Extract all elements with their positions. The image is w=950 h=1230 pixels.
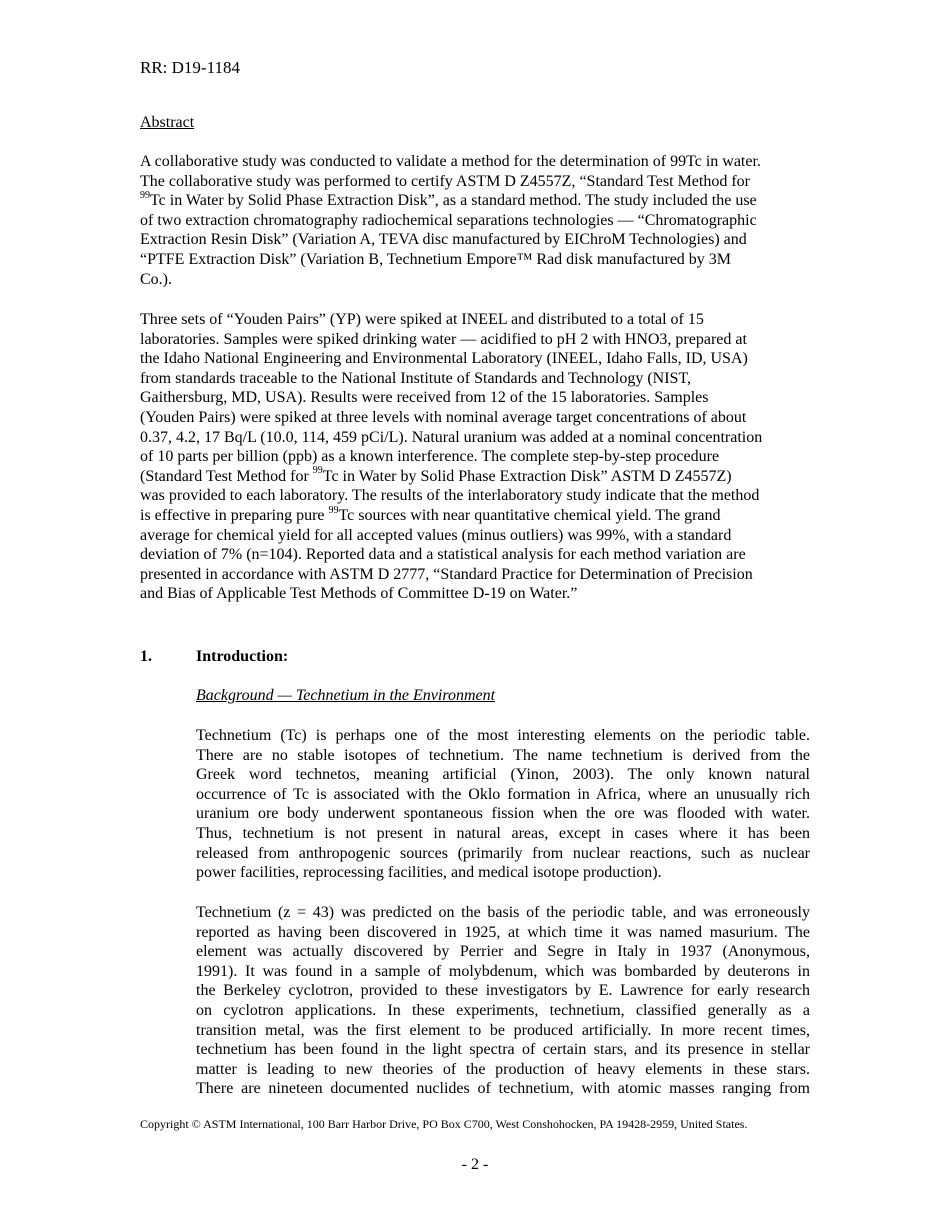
text-line bbox=[140, 191, 810, 211]
text-line bbox=[140, 467, 812, 487]
text-line: the Idaho National Engineering and Environmental Laboratory (INEEL, Idaho Falls, ID, USA) bbox=[140, 350, 748, 368]
text-line: Greek word technetos, meaning artificial (Yinon, 2003). The only known natural bbox=[196, 766, 810, 784]
text-line: deviation of 7% (n=104). Reported data and a statistical analysis for each method variation are bbox=[140, 546, 746, 564]
abstract-paragraph-2 bbox=[140, 310, 812, 604]
text-line: A collaborative study was conducted to validate a method for the determination of 99Tc in water. bbox=[140, 153, 761, 170]
text-line: reported as having been discovered in 1925, at which time it was named masurium. The bbox=[196, 923, 810, 941]
text-line: of 10 parts per billion (ppb) as a known interference. The complete step-by-step procedure bbox=[140, 448, 720, 466]
text-line: of two extraction chromatography radiochemical separations technologies — “Chromatographic bbox=[140, 211, 757, 229]
text-line: Thus, technetium is not present in natural areas, except in cases where it has been bbox=[196, 824, 810, 842]
text-line: released from anthropogenic sources (primarily from nuclear reactions, such as nuclear bbox=[196, 844, 810, 862]
text-line: on cyclotron applications. In these experiments, technetium, classified generally as a bbox=[196, 1001, 810, 1019]
text-line: 0.37, 4.2, 17 Bq/L (10.0, 114, 459 pCi/L). Natural uranium was added at a nominal concentration bbox=[140, 428, 763, 446]
intro-paragraph-1 bbox=[196, 726, 810, 883]
text-line bbox=[140, 506, 812, 526]
section-title: Introduction: bbox=[196, 648, 289, 665]
text-line: uranium ore body underwent spontaneous fission when the ore was flooded with water. bbox=[196, 805, 810, 823]
copyright-footer: Copyright © ASTM International, 100 Barr Harbor Drive, PO Box C700, West Conshohocken, PA 19428-2959, United States. bbox=[140, 1117, 748, 1131]
subsection-heading: Background — Technetium in the Environment bbox=[196, 687, 496, 704]
text-line: There are no stable isotopes of technetium. The name technetium is derived from the bbox=[196, 746, 810, 764]
text-line: Technetium (z = 43) was predicted on the basis of the periodic table, and was erroneously bbox=[196, 904, 810, 921]
superscript: 99 bbox=[328, 504, 339, 516]
text-line: presented in accordance with ASTM D 2777, “Standard Practice for Determination of Precision bbox=[140, 565, 753, 583]
text-line: The collaborative study was performed to certify ASTM D Z4557Z, “Standard Test Method for bbox=[140, 172, 750, 190]
text-line: power facilities, reprocessing facilities, and medical isotope production). bbox=[196, 864, 662, 882]
text-span: Tc in Water by Solid Phase Extraction Disk” ASTM D Z4557Z) bbox=[322, 467, 732, 485]
text-line: Three sets of “Youden Pairs” (YP) were spiked at INEEL and distributed to a total of 15 bbox=[140, 311, 704, 328]
text-line: technetium has been found in the light spectra of certain stars, and its presence in stellar bbox=[196, 1041, 810, 1059]
text-line: element was actually discovered by Perrier and Segre in Italy in 1937 (Anonymous, bbox=[196, 943, 810, 961]
text-span: Tc in Water by Solid Phase Extraction Disk”, as a standard method. The study included the use bbox=[150, 192, 757, 210]
text-line: Gaithersburg, MD, USA). Results were received from 12 of the 15 laboratories. Samples bbox=[140, 389, 709, 407]
text-span: (Standard Test Method for bbox=[140, 467, 313, 485]
text-line: matter is leading to new theories of the production of heavy elements in these stars. bbox=[196, 1060, 810, 1078]
text-line: There are nineteen documented nuclides of technetium, with atomic masses ranging from bbox=[196, 1080, 810, 1098]
text-line: the Berkeley cyclotron, provided to these investigators by E. Lawrence for early research bbox=[196, 982, 810, 1000]
text-line: Co.). bbox=[140, 270, 172, 288]
text-line: “PTFE Extraction Disk” (Variation B, Technetium Empore™ Rad disk manufactured by 3M bbox=[140, 250, 732, 268]
report-id: RR: D19-1184 bbox=[140, 58, 240, 77]
text-line: and Bias of Applicable Test Methods of Committee D-19 on Water.” bbox=[140, 585, 578, 603]
text-line: laboratories. Samples were spiked drinking water — acidified to pH 2 with HNO3, prepared at bbox=[140, 330, 747, 348]
abstract-heading: Abstract bbox=[140, 114, 195, 131]
text-line: was provided to each laboratory. The results of the interlaboratory study indicate that the method bbox=[140, 487, 760, 505]
page-number: - 2 - bbox=[461, 1156, 489, 1173]
text-span: is effective in preparing pure bbox=[140, 506, 329, 524]
intro-paragraph-2 bbox=[196, 903, 810, 1099]
text-line: occurrence of Tc is associated with the Oklo formation in Africa, where an unusually rich bbox=[196, 785, 810, 803]
superscript: 99 bbox=[140, 189, 150, 201]
superscript: 99 bbox=[312, 465, 323, 477]
section-number: 1. bbox=[140, 648, 152, 665]
text-line: Extraction Resin Disk” (Variation A, TEVA disc manufactured by EIChroM Technologies) and bbox=[140, 231, 747, 249]
text-line: 1991). It was found in a sample of molybdenum, which was bombarded by deuterons in bbox=[196, 962, 810, 980]
abstract-paragraph-1 bbox=[140, 152, 810, 289]
text-line: (Youden Pairs) were spiked at three levels with nominal average target concentrations of about bbox=[140, 408, 747, 426]
text-line: from standards traceable to the National Institute of Standards and Technology (NIST, bbox=[140, 369, 692, 387]
text-line: transition metal, was the first element to be produced artificially. In more recent times, bbox=[196, 1021, 810, 1039]
text-line: Technetium (Tc) is perhaps one of the most interesting elements on the periodic table. bbox=[196, 727, 810, 744]
text-line: average for chemical yield for all accepted values (minus outliers) was 99%, with a standard bbox=[140, 526, 732, 544]
text-span: Tc sources with near quantitative chemical yield. The grand bbox=[338, 506, 721, 524]
